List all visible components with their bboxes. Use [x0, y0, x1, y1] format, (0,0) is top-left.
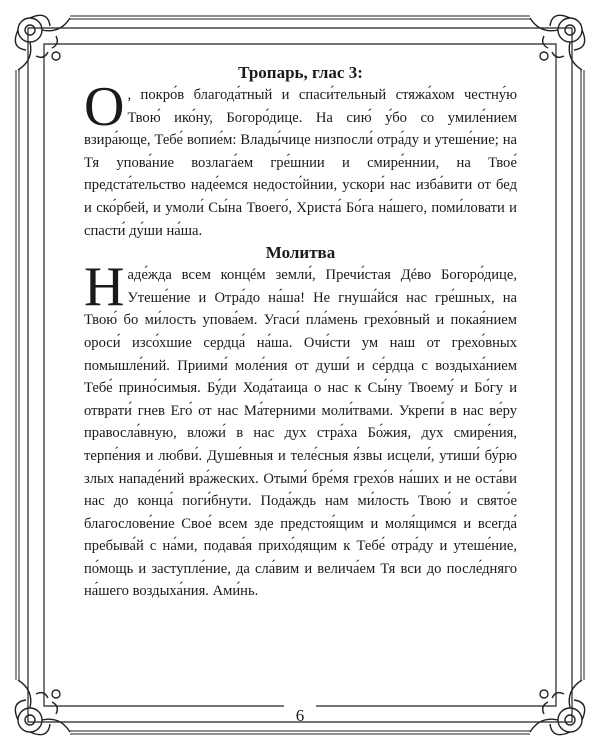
- prayer-text: [84, 256, 517, 603]
- troparion-heading: Тропарь, глас 3:: [238, 63, 363, 82]
- page-content: [84, 62, 517, 603]
- corner-ornament-top-right: [530, 15, 585, 70]
- corner-ornament-top-left: [15, 15, 70, 70]
- prayer-body: аде́жда всем концéм земли́, Пречи́стая Дéво Богоро́дице, Утеше́ние и Отра́до на́ша! Не гнуша́йся нас гре́шных, на Твою́ бо ми́лость упова́ем. Угаси́ пла́мень грехо́вный и покая́нием ороси́ изсо́хшие сердца́ на́ша. Очи́сти ум наш от грехо́вных помышле́ний. Приими́ моле́ния от души́ и се́рдца с воздыха́нием Тебе́ прино́симыя. Бу́ди Хода́таица о нас к Сы́ну Твоему́ и Бо́гу и отврати́ гнев Его́ от нас Ма́терними моли́твами. Укрепи́ в нас ве́ру правосла́вную, вложи́ в нас дух стра́ха Бо́жия, дух смире́ния, терпе́ния и любви́. Душе́вныя и теле́сныя я́звы исцели́, утиши́ бу́рю злых нападе́ний вра́жеских. Отыми́ бре́мя грехо́в на́ших и не оста́ви нас до конца́ поги́бнути. Пода́ждь нам ми́лость Твою́ и свято́е благослове́ние Свое́ всем зде предстоя́щим и моля́щимся и всегда́ пребыва́й с на́ми, подава́я прихо́дящим к Тебе́ отра́ду и утеше́ние, по́мощь и заступле́ние, да сла́вим и велича́ем Тя вси до после́дняго на́шего воздыха́ния. Ами́нь.: [84, 267, 517, 600]
- page-number: 6: [295, 706, 305, 725]
- prayer-drop-cap: Н: [84, 256, 125, 319]
- troparion-drop-cap: О: [84, 76, 125, 138]
- troparion-body: , покро́в благода́тный и спаси́тельный стяжа́хом честну́ю Твою́ ико́ну, Богоро́дице. На сию́ у́бо со умиле́нием взира́юще, Тебе́ вопие́м: Влады́чице низпосли́ отра́ду и утеше́ние; на Тя упова́ние возлага́ем гре́шнии и смире́ннии, на Твое́ предста́тельство наде́емся недосто́йнии, ускори́ нас изба́вити от бед и ско́рбей, и умоли́ Сы́на Твоего́, Христа́ Бо́га на́шего, поми́ловати и спасти́ ду́ши на́ша.: [84, 87, 517, 239]
- troparion-text: [84, 76, 517, 242]
- prayer-heading: Молитва: [265, 243, 336, 263]
